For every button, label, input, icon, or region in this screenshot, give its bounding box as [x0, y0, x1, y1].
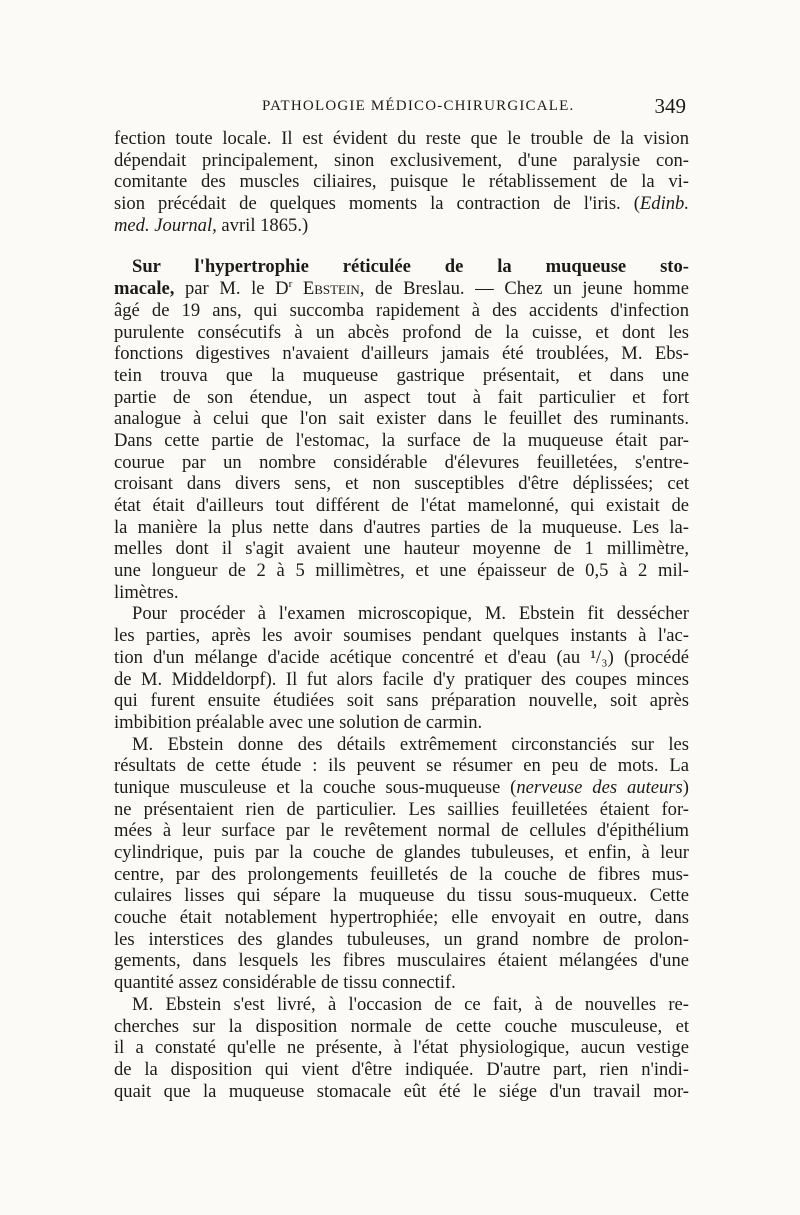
- text-segment: sion précédait de quelques moments la contraction de l'iris. (: [114, 193, 640, 215]
- paragraph-3: [114, 603, 689, 733]
- superscript: r: [288, 278, 293, 290]
- text-line: les interstices des glandes tubuleuses, un grand nombre de prolon-: [114, 928, 689, 950]
- text-line: gements, dans lesquels les fibres musculaires étaient mélangées d'une: [114, 950, 689, 972]
- page-header: [114, 94, 686, 122]
- text-line: âgé de 19 ans, qui succomba rapidement à des accidents d'infection: [114, 299, 689, 321]
- text-line: analogue à celui que l'on sait exister dans le feuillet des ruminants.: [114, 408, 689, 430]
- text-line: ne présentaient rien de particulier. Les saillies feuilletées étaient for-: [114, 798, 689, 820]
- paragraph-4: [114, 734, 689, 994]
- text-line: tein trouva que la muqueuse gastrique présentait, et dans une: [114, 364, 689, 386]
- text-line: les parties, après les avoir soumises pendant quelques instants à l'ac-: [114, 625, 689, 647]
- text-line: il a constaté qu'elle ne présente, à l'état physiologique, aucun vestige: [114, 1037, 689, 1059]
- page-number: 349: [654, 94, 686, 118]
- text-line: purulente consécutifs à un abcès profond de la cuisse, et dont les: [114, 321, 689, 343]
- paragraph-1: [114, 128, 689, 236]
- text-line: cylindrique, puis par la couche de glandes tubuleuses, et enfin, à leur: [114, 842, 689, 863]
- text-segment: tunique musculeuse et la couche sous-muqueuse (: [114, 776, 517, 798]
- text-line: fection toute locale. Il est évident du reste que le trouble de la vision: [114, 128, 689, 149]
- text-line: melles dont il s'agit avaient une hauteur moyenne de 1 millimètre,: [114, 538, 689, 560]
- text-line: imbibition préalable avec une solution de carmin.: [114, 711, 483, 733]
- text-line: cherches sur la disposition normale de cette couche musculeuse, et: [114, 1015, 689, 1037]
- text-line: fonctions digestives n'avaient d'ailleurs jamais été troublées, M. Ebs-: [114, 343, 689, 365]
- paragraph-2: [114, 256, 689, 603]
- text-line: une longueur de 2 à 5 millimètres, et une épaisseur de 0,5 à 2 mil-: [114, 560, 689, 582]
- text-line: quantité assez considérable de tissu connectif.: [114, 972, 456, 994]
- text-segment: par M. le D: [174, 278, 289, 300]
- text-line: [114, 193, 689, 215]
- author-name: Ebstein: [302, 278, 360, 300]
- running-title: PATHOLOGIE MÉDICO-CHIRURGICALE.: [262, 98, 575, 114]
- text-line: M. Ebstein s'est livré, à l'occasion de ce fait, à de nouvelles re-: [132, 993, 689, 1015]
- text-line: la manière la plus nette dans d'autres parties de la muqueuse. Les la-: [114, 516, 689, 538]
- paragraph-gap: [114, 236, 689, 256]
- text-line: [114, 215, 689, 237]
- citation-journal: med. Journal,: [114, 214, 217, 236]
- text-line: état était d'ailleurs tout différent de l'état mamelonné, qui existait de: [114, 495, 689, 516]
- heading-text: macale,: [114, 278, 175, 300]
- text-segment: avril 1865.): [216, 214, 309, 236]
- citation-journal: Edinb.: [639, 193, 689, 215]
- text-line: partie de son étendue, un aspect tout à fait particulier et fort: [114, 386, 689, 408]
- text-line: Dans cette partie de l'estomac, la surface de la muqueuse était par-: [114, 429, 689, 451]
- text-line: qui furent ensuite étudiées soit sans préparation nouvelle, soit après: [114, 690, 689, 712]
- text-line: M. Ebstein donne des détails extrêmement circonstanciés sur les: [132, 733, 689, 755]
- text-line: centre, par des prolongements feuilletés de la couche de fibres mus-: [114, 863, 689, 885]
- text-line: [114, 777, 689, 799]
- text-segment: ): [682, 776, 689, 798]
- text-segment: , de Breslau. — Chez un jeune homme: [359, 278, 689, 300]
- heading-text: Sur l'hypertrophie réticulée de la muqueuse sto-: [132, 256, 689, 278]
- text-line: de M. Middeldorpf). Il fut alors facile d'y pratiquer des coupes minces: [114, 668, 689, 690]
- text-line: limètres.: [114, 581, 179, 603]
- text-line: mées à leur surface par le revêtement normal de cellules d'épithélium: [114, 820, 689, 842]
- paragraph-5: [114, 994, 689, 1102]
- text-line: [114, 278, 689, 300]
- article-heading: [114, 256, 689, 278]
- text-line: Pour procéder à l'examen microscopique, M. Ebstein fit dessécher: [132, 603, 689, 625]
- text-line: courue par un nombre considérable d'élevures feuilletées, s'entre-: [114, 451, 689, 473]
- text-line: comitante des muscles ciliaires, puisque le rétablissement de la vi-: [114, 171, 689, 193]
- text-line: dépendait principalement, sinon exclusivement, d'une paralysie con-: [114, 149, 689, 171]
- text-line: croisant dans divers sens, et non susceptibles d'être déplissées; cet: [114, 473, 689, 495]
- text-line: tion d'un mélange d'acide acétique concentré et d'eau (au ¹/₃) (procédé: [114, 646, 689, 668]
- text-line: résultats de cette étude : ils peuvent se résumer en peu de mots. La: [114, 755, 689, 777]
- text-line: culaires lisses qui sépare la muqueuse du tissu sous-muqueux. Cette: [114, 885, 689, 907]
- italic-term: nerveuse des auteurs: [516, 776, 683, 798]
- text-line: couche était notablement hypertrophiée; elle envoyait en outre, dans: [114, 907, 689, 929]
- text-line: de la disposition qui vient d'être indiquée. D'autre part, rien n'indi-: [114, 1058, 689, 1080]
- body-text: [114, 128, 689, 1102]
- text-line: quait que la muqueuse stomacale eût été le siége d'un travail mor-: [114, 1080, 689, 1102]
